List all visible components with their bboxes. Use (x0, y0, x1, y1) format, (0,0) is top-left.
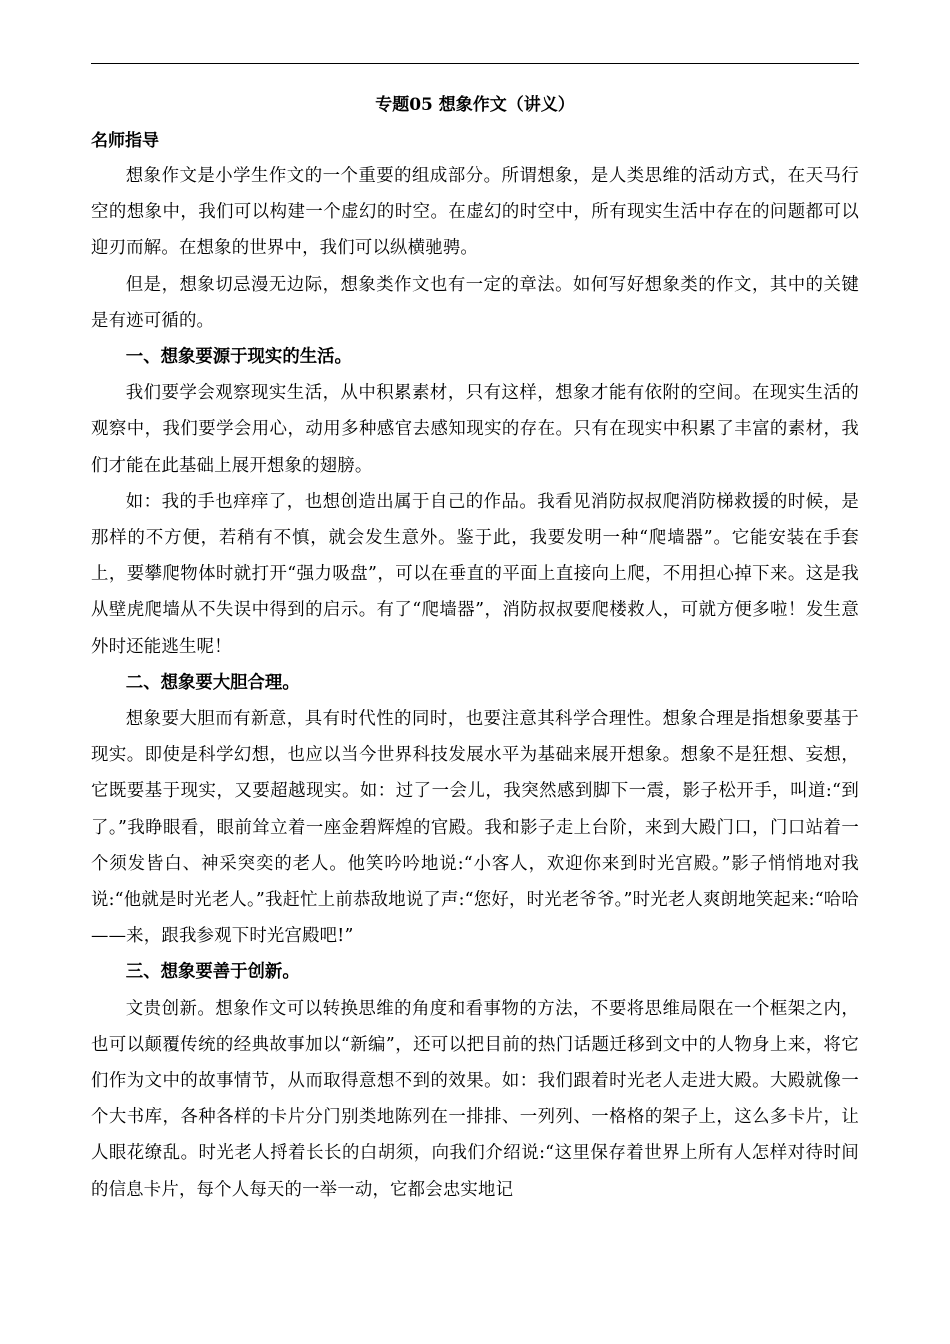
heading-innovation: 三、想象要善于创新。 (125, 962, 300, 983)
section-label: 名师指导 (91, 131, 159, 151)
header-rule (91, 63, 859, 64)
page-title: 专题05 想象作文（讲义） (375, 95, 575, 115)
paragraph-reality: 我们要学会观察现实生活，从中积累素材，只有这样，想象才能有依附的空间。在现实生活的观察中，我们要学会用心，动用多种感官去感知现实的存在。只有在现实中积累了丰富的素材，我们才能在此基础上展开想象的翅膀。 (91, 383, 859, 476)
paragraph-intro: 想象作文是小学生作文的一个重要的组成部分。所谓想象，是人类思维的活动方式，在天马行空的想象中，我们可以构建一个虚幻的时空。在虚幻的时空中，所有现实生活中存在的问题都可以迎刃而解。在想象的世界中，我们可以纵横驰骋。 (91, 166, 859, 259)
heading-bold-reasonable: 二、想象要大胆合理。 (125, 672, 300, 693)
document-body (91, 88, 859, 1208)
paragraph-innovation: 文贵创新。想象作文可以转换思维的角度和看事物的方法，不要将思维局限在一个框架之内，也可以颠覆传统的经典故事加以“新编”，还可以把目前的热门话题迁移到文中的人物身上来，将它们作为文中的故事情节，从而取得意想不到的效果。如：我们跟着时光老人走进大殿。大殿就像一个大书库，各种各样的卡片分门别类地陈列在一排排、一列列、一格格的架子上，这么多卡片，让人眼花缭乱。时光老人捋着长长的白胡须，向我们介绍说:“这里保存着世界上所有人怎样对待时间的信息卡片，每个人每天的一举一动，它都会忠实地记 (91, 998, 859, 1200)
paragraph-rules: 但是，想象切忌漫无边际，想象类作文也有一定的章法。如何写好想象类的作文，其中的关键是有迹可循的。 (91, 274, 859, 331)
heading-reality: 一、想象要源于现实的生活。 (125, 347, 352, 368)
paragraph-bold-reasonable: 想象要大胆而有新意，具有时代性的同时，也要注意其科学合理性。想象合理是指想象要基于现实。即使是科学幻想，也应以当今世界科技发展水平为基础来展开想象。想象不是狂想、妄想，它既要基于现实，又要超越现实。如：过了一会儿，我突然感到脚下一震，影子松开手，叫道:“到了。”我睁眼看，眼前耸立着一座金碧辉煌的官殿。我和影子走上台阶，来到大殿门口，门口站着一个须发皆白、神采突奕的老人。他笑吟吟地说:“小客人，欢迎你来到时光宫殿。”影子悄悄地对我说:“他就是时光老人。”我赶忙上前恭敌地说了声:“您好，时光老爷爷。”时光老人爽朗地笑起来:“哈哈——来，跟我参观下时光宫殿吧!” (91, 709, 859, 947)
paragraph-reality-example: 如：我的手也痒痒了，也想创造出属于自己的作品。我看见消防叔叔爬消防梯救援的时候，是那样的不方便，若稍有不慎，就会发生意外。鉴于此，我要发明一种“爬墙器”。它能安装在手套上，要攀爬物体时就打开“强力吸盘”，可以在垂直的平面上直接向上爬，不用担心掉下来。这是我从壁虎爬墙从不失误中得到的启示。有了“爬墙器”，消防叔叔要爬楼救人，可就方便多啦！发生意外时还能逃生呢！ (91, 491, 859, 657)
